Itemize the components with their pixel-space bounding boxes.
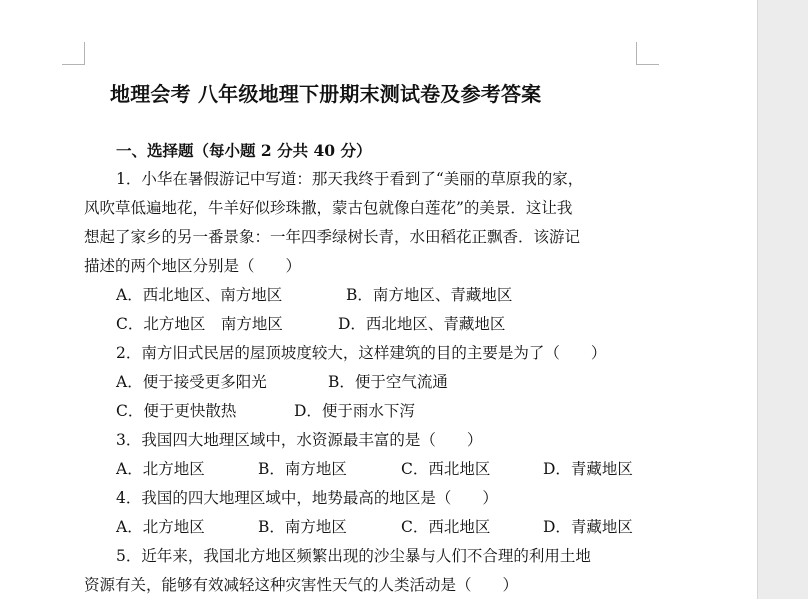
question-4-option-d: D．青藏地区: [543, 518, 633, 536]
section-heading: 一、选择题（每小题 2 分共 40 分）: [116, 141, 372, 160]
question-3-option-a: A．北方地区: [116, 460, 205, 478]
question-2-option-d: D．便于雨水下泻: [294, 402, 415, 420]
question-1-line-2: 风吹草低遍地花，牛羊好似珍珠撒，蒙古包就像白莲花”的美景．这让我: [84, 199, 573, 217]
question-1-option-c: C．北方地区 南方地区: [116, 315, 283, 333]
question-1-option-d: D．西北地区、青藏地区: [338, 315, 506, 333]
question-3-option-b: B．南方地区: [258, 460, 347, 478]
page-corner-mark-left: [62, 42, 85, 65]
question-5-line-1: 5．近年来，我国北方地区频繁出现的沙尘暴与人们不合理的利用土地: [116, 547, 591, 565]
question-3-option-c: C．西北地区: [401, 460, 491, 478]
question-5-line-2: 资源有关，能够有效减轻这种灾害性天气的人类活动是（ ）: [84, 576, 519, 594]
question-2-option-b: B．便于空气流通: [328, 373, 448, 391]
question-3-line-1: 3．我国四大地理区域中，水资源最丰富的是（ ）: [116, 431, 483, 449]
question-4-line-1: 4．我国的四大地理区域中，地势最高的地区是（ ）: [116, 489, 498, 507]
question-3-option-d: D．青藏地区: [543, 460, 633, 478]
question-2-option-a: A．便于接受更多阳光: [116, 373, 267, 391]
question-4-option-a: A．北方地区: [116, 518, 205, 536]
document-title: 地理会考 八年级地理下册期末测试卷及参考答案: [110, 82, 542, 106]
question-1-option-b: B．南方地区、青藏地区: [346, 286, 513, 304]
question-4-option-b: B．南方地区: [258, 518, 347, 536]
question-1-line-3: 想起了家乡的另一番景象：一年四季绿树长青，水田稻花正飘香．该游记: [84, 228, 581, 246]
page-margin-strip: [757, 0, 808, 599]
question-4-option-c: C．西北地区: [401, 518, 491, 536]
question-1-option-a: A．西北地区、南方地区: [116, 286, 283, 304]
question-2-line-1: 2．南方旧式民居的屋顶坡度较大，这样建筑的目的主要是为了（ ）: [116, 344, 607, 362]
question-1-line-4: 描述的两个地区分别是（ ）: [84, 257, 302, 275]
question-2-option-c: C．便于更快散热: [116, 402, 237, 420]
page-corner-mark-right: [636, 42, 659, 65]
question-1-line-1: 1．小华在暑假游记中写道：那天我终于看到了“美丽的草原我的家，: [116, 170, 584, 188]
